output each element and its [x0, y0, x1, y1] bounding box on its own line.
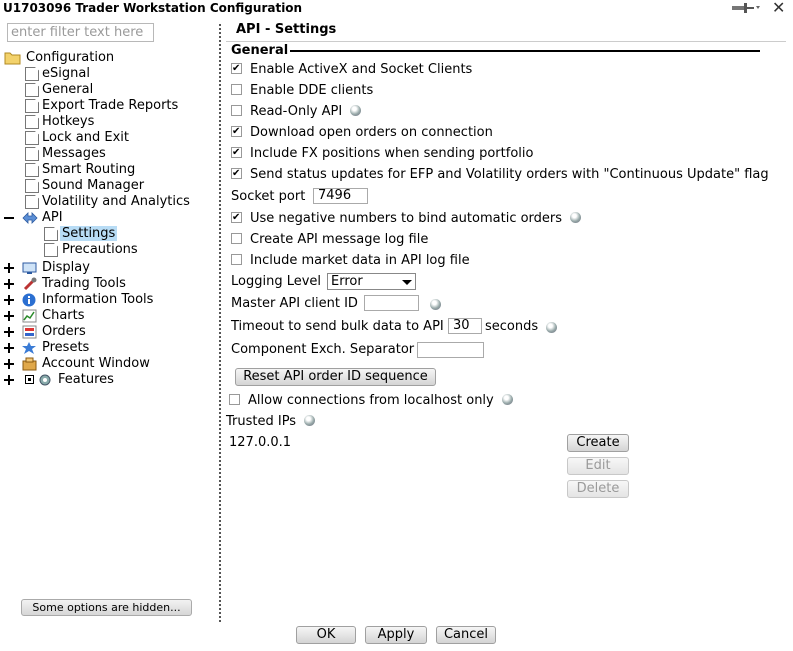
document-icon — [44, 243, 58, 257]
tree-item-lock-and-exit[interactable] — [25, 130, 129, 146]
tree-item-label: Messages — [42, 146, 106, 161]
chart-icon — [22, 309, 37, 323]
tree-item-hotkeys[interactable] — [25, 114, 94, 130]
apply-button[interactable]: Apply — [365, 626, 427, 644]
separator-label: Component Exch. Separator — [231, 342, 415, 357]
tree-root[interactable] — [4, 50, 114, 66]
tree-item-account-window[interactable] — [0, 356, 150, 372]
tree-item-precautions[interactable] — [44, 242, 138, 258]
tree-item-label: Presets — [42, 340, 90, 355]
help-icon[interactable] — [304, 415, 315, 426]
tree-item-label: Account Window — [42, 356, 150, 371]
timeout-label: Timeout to send bulk data to API — [231, 319, 444, 334]
tree-item-label: Trading Tools — [42, 276, 126, 291]
tree-item-trading-tools[interactable] — [0, 276, 126, 292]
folder-icon — [4, 50, 22, 66]
pane-divider[interactable] — [219, 24, 221, 624]
delete-button[interactable]: Delete — [567, 480, 629, 498]
expand-icon[interactable] — [4, 359, 14, 369]
orders-icon — [22, 325, 37, 339]
enable-activex-option[interactable] — [231, 61, 472, 79]
expand-icon[interactable] — [4, 311, 14, 321]
tree-item-label: Sound Manager — [42, 178, 145, 193]
tree-item-presets[interactable] — [0, 340, 89, 356]
tree-item-settings[interactable] — [44, 226, 117, 242]
logging-level-value: Error — [331, 274, 363, 289]
document-icon — [25, 147, 39, 161]
tree-item-volatility-and-analytics[interactable] — [25, 194, 190, 210]
tree-item-label: Lock and Exit — [42, 130, 129, 145]
document-icon — [44, 227, 58, 241]
document-icon — [25, 179, 39, 193]
tree-item-label: Settings — [62, 226, 116, 241]
option-label: Download open orders on connection — [250, 125, 493, 140]
tree-item-api[interactable] — [0, 210, 80, 226]
option-label: Enable DDE clients — [250, 83, 374, 98]
tree-item-label: Export Trade Reports — [42, 98, 179, 113]
checkbox[interactable] — [231, 105, 242, 116]
document-icon — [25, 163, 39, 177]
tree-item-orders[interactable] — [0, 324, 86, 340]
master-client-id-field[interactable] — [364, 295, 419, 311]
checkbox[interactable] — [231, 168, 242, 179]
help-icon[interactable] — [502, 394, 513, 405]
localhost-only-option[interactable] — [229, 392, 513, 410]
enable-dde-option[interactable] — [231, 82, 373, 100]
expand-icon[interactable] — [4, 343, 14, 353]
gear-icon — [38, 373, 53, 387]
checkbox[interactable] — [231, 233, 242, 244]
checkbox[interactable] — [231, 126, 242, 137]
download-open-orders-option[interactable] — [231, 124, 493, 142]
title-divider — [226, 41, 786, 42]
tree-item-charts[interactable] — [0, 308, 85, 324]
page-title: API - Settings — [236, 22, 337, 37]
option-label: Include FX positions when sending portfolio — [250, 146, 534, 161]
create-log-file-option[interactable] — [231, 231, 428, 249]
display-icon — [22, 261, 37, 275]
window-title: U1703096 Trader Workstation Configuration — [3, 1, 303, 15]
help-icon[interactable] — [350, 105, 361, 116]
edit-button[interactable]: Edit — [567, 457, 629, 475]
include-fx-positions-option[interactable] — [231, 145, 533, 163]
api-icon — [22, 211, 38, 225]
expand-icon[interactable] — [4, 327, 14, 337]
option-label: Read-Only API — [250, 104, 343, 119]
option-label: Use negative numbers to bind automatic orders — [250, 211, 563, 226]
option-label: Allow connections from localhost only — [248, 393, 494, 408]
document-icon — [25, 115, 39, 129]
tree-item-smart-routing[interactable] — [25, 162, 135, 178]
tree-item-label: Orders — [42, 324, 86, 339]
option-label: Create API message log file — [250, 232, 429, 247]
section-divider — [290, 50, 760, 52]
option-label: Send status updates for EFP and Volatility orders with "Continuous Update" flag — [250, 167, 769, 182]
trading-tools-icon — [22, 277, 37, 291]
feature-checkbox[interactable] — [25, 375, 34, 384]
checkbox[interactable] — [231, 147, 242, 158]
pin-icon[interactable] — [730, 0, 760, 16]
cancel-button[interactable]: Cancel — [436, 626, 496, 644]
negative-numbers-option[interactable] — [231, 210, 581, 228]
help-icon[interactable] — [546, 322, 557, 333]
document-icon — [25, 99, 39, 113]
checkbox[interactable] — [231, 212, 242, 223]
section-title: General — [231, 43, 289, 58]
logging-level-label: Logging Level — [231, 274, 322, 289]
trusted-ips-label — [226, 413, 315, 431]
tree-item-sound-manager[interactable] — [25, 178, 144, 194]
socket-port-label: Socket port — [231, 189, 306, 204]
document-icon — [25, 195, 39, 209]
tree-item-label: Smart Routing — [42, 162, 136, 177]
collapse-icon[interactable] — [4, 213, 14, 223]
document-icon — [25, 131, 39, 145]
document-icon — [25, 67, 39, 81]
tree-item-general[interactable] — [25, 82, 93, 98]
include-market-data-option[interactable] — [231, 252, 470, 270]
expand-icon[interactable] — [4, 375, 14, 385]
account-icon — [22, 357, 37, 371]
timeout-unit: seconds — [485, 319, 539, 334]
some-options-hidden-button[interactable]: Some options are hidden... — [21, 599, 192, 616]
document-icon — [25, 83, 39, 97]
checkbox[interactable] — [229, 394, 240, 405]
help-icon[interactable] — [430, 299, 441, 310]
tree-item-display[interactable] — [0, 260, 90, 276]
title-bar — [0, 0, 793, 17]
tree-item-label: Charts — [42, 308, 85, 323]
tree-item-information-tools[interactable] — [0, 292, 153, 308]
trusted-ips-title: Trusted IPs — [226, 414, 297, 429]
tree-item-label: API — [42, 210, 63, 225]
chevron-down-icon — [402, 280, 412, 285]
master-client-id-label: Master API client ID — [231, 296, 358, 311]
create-button[interactable]: Create — [567, 434, 629, 452]
filter-input[interactable] — [7, 23, 154, 42]
read-only-api-option[interactable] — [231, 103, 361, 121]
ok-button[interactable]: OK — [296, 626, 356, 644]
tree-item-label: Features — [58, 372, 114, 387]
socket-port-field[interactable]: 7496 — [313, 188, 368, 204]
logging-level-select[interactable] — [327, 273, 416, 290]
expand-icon[interactable] — [4, 263, 14, 273]
info-icon — [22, 293, 37, 307]
option-label: Enable ActiveX and Socket Clients — [250, 62, 473, 77]
send-status-updates-option[interactable] — [231, 166, 769, 184]
tree-item-esignal[interactable] — [25, 66, 90, 82]
expand-icon[interactable] — [4, 295, 14, 305]
checkbox[interactable] — [231, 254, 242, 265]
tree-item-label: Hotkeys — [42, 114, 95, 129]
trusted-ip-item[interactable]: 127.0.0.1 — [229, 435, 292, 450]
tree-root-label: Configuration — [26, 50, 115, 65]
checkbox[interactable] — [231, 63, 242, 74]
option-label: Include market data in API log file — [250, 253, 470, 268]
tree-item-label: General — [42, 82, 94, 97]
tree-item-label: Precautions — [62, 242, 138, 257]
tree-item-features[interactable] — [0, 372, 114, 388]
presets-icon — [22, 341, 37, 355]
tree-item-label: Information Tools — [42, 292, 154, 307]
tree-item-messages[interactable] — [25, 146, 106, 162]
separator-field[interactable] — [417, 342, 484, 358]
tree-item-export-trade-reports[interactable] — [25, 98, 178, 114]
help-icon[interactable] — [570, 212, 581, 223]
close-icon[interactable]: ✕ — [772, 0, 786, 17]
tree-item-label: Volatility and Analytics — [42, 194, 190, 209]
checkbox[interactable] — [231, 84, 242, 95]
expand-icon[interactable] — [4, 279, 14, 289]
tree-item-label: eSignal — [42, 66, 90, 81]
timeout-field[interactable]: 30 — [448, 318, 482, 334]
reset-order-id-button[interactable]: Reset API order ID sequence — [235, 368, 436, 386]
tree-item-label: Display — [42, 260, 90, 275]
